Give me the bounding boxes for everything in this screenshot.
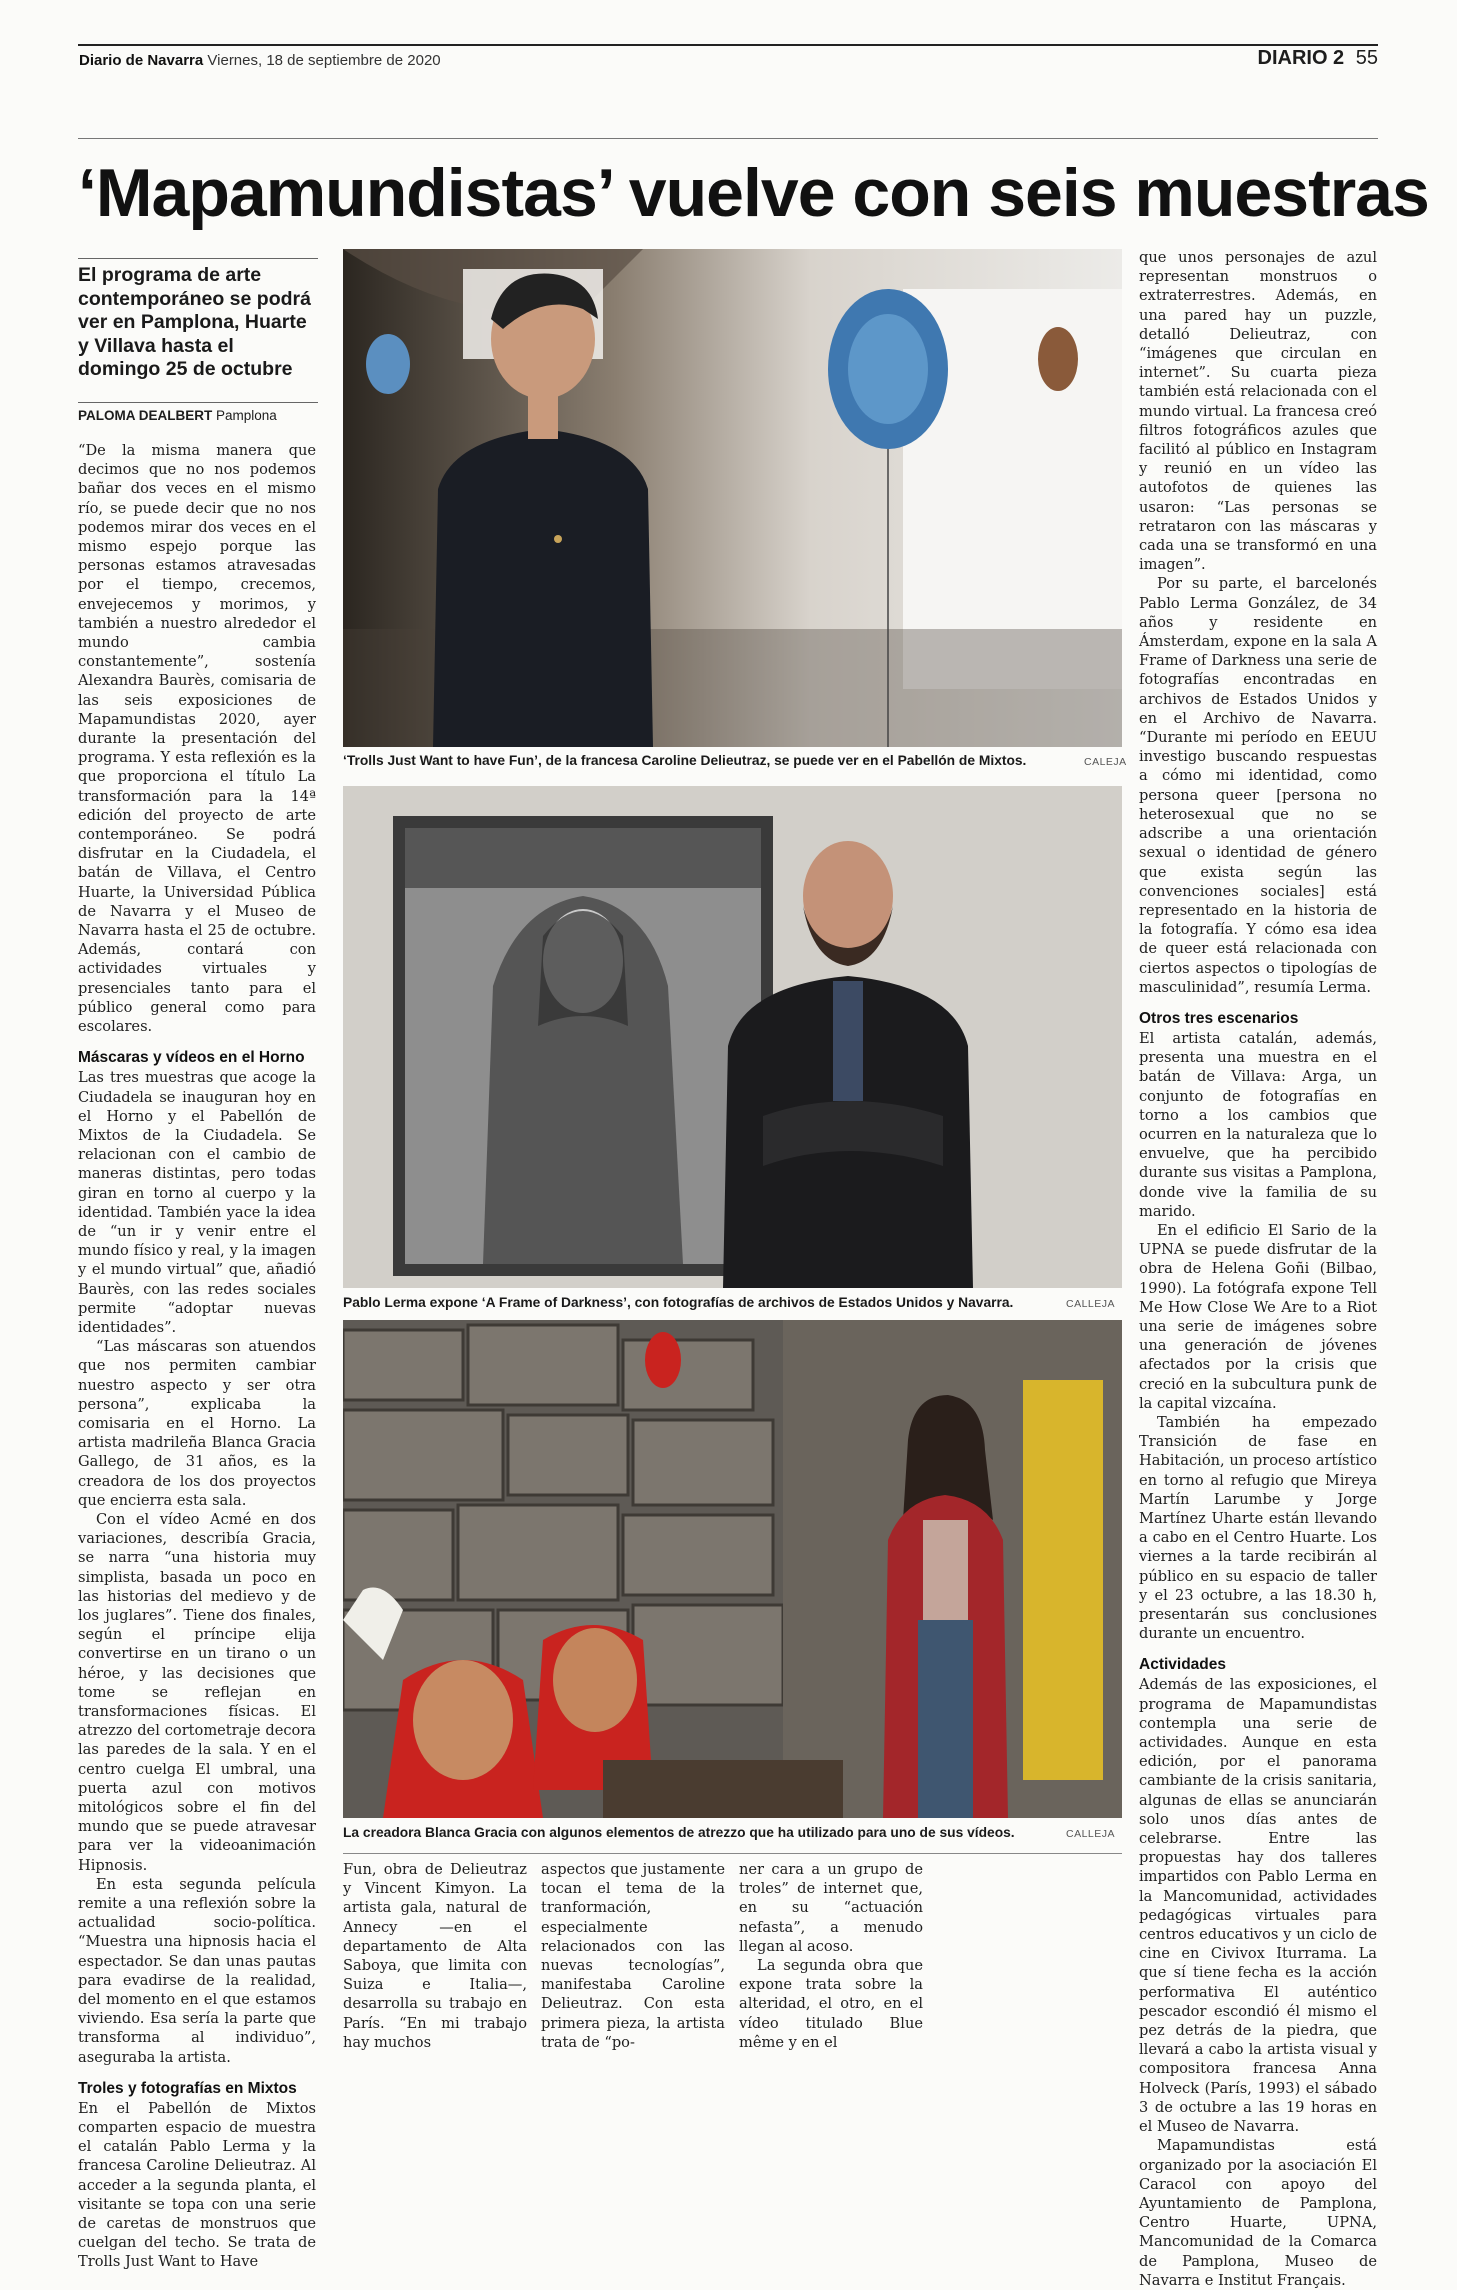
paragraph: Por su parte, el barcelonés Pablo Lerma González, de 34 años y residente en Ámsterdam, expone en la sala A Frame of Darkness una serie de fotografías encontradas en archivos de Estados Unidos y en el Archivo de Navarra. “Durante mi período en EEUU investigo buscando respuestas a cómo mi identidad, como persona queer [persona no heterosexual que no se adscribe a una orientación sexual o identidad de género que exista según las convenciones sociales] está representado en la historia de la fotografía. Y cómo esa idea de queer está relacionada con ciertos aspectos o tipologías de masculinidad”, resumía Lerma. [1139, 575, 1377, 996]
paragraph: ner cara a un grupo de troles” de internet que, en su “actuación nefasta”, a menudo llegan al acoso. [739, 1861, 923, 1955]
paragraph: Las tres muestras que acoge la Ciudadela se inauguran hoy en el Horno y el Pabellón de Mixtos de la Ciudadela. Se relacionan con el cambio de maneras distintas, pero todas giran en torno al cuerpo y la identidad. También yace la idea de “un ir y venir entre el mundo físico y real, y la imagen y el mundo virtual” que, añadió Baurès, con las redes sociales permite “adoptar nuevas identidades”. [78, 1069, 316, 1336]
location: Pamplona [216, 408, 277, 423]
subhead-actividades: Actividades [1139, 1656, 1227, 1674]
paragraph: La segunda obra que expone trata sobre la alteridad, el otro, en el vídeo titulado Blue même y en el [739, 1957, 923, 2051]
photo-pablo-lerma [343, 786, 1122, 1288]
byline-rule [78, 402, 318, 403]
paragraph: El artista catalán, además, presenta una muestra en el batán de Villava: Arga, un conjunto de fotografías en torno a los cambios que ocurren en la naturaleza que lo envuelve, que ha percibido durante sus visitas a Pamplona, donde vive la familia de su marido. [1139, 1029, 1377, 1220]
paragraph: En esta segunda película remite a una reflexión sobre la actualidad socio-política. “Muestra una hipnosis hacia el espectador. Se dan unas pautas para evadirse de la realidad, del momento en el que estamos viviendo. Esa sería la parte que transforma al individuo”, aseguraba la artista. [78, 1875, 316, 2066]
header-left [79, 52, 441, 69]
paragraph: Fun, obra de Delieutraz y Vincent Kimyon. La artista gala, natural de Annecy —en el departamento de Alta Saboya, que limita con Suiza e Italia—, desarrolla su trabajo en París. “En mi trabajo hay muchos [343, 1861, 527, 2051]
section-name: DIARIO 2 [1257, 47, 1345, 69]
paragraph: aspectos que justamente tocan el tema de la tranformación, especialmente relacionados con las nuevas tecnologías”, manifestaba Caroline Delieutraz. Con esta primera pieza, la artista trata de “po- [541, 1861, 725, 2051]
photo-blanca-gracia [343, 1320, 1122, 1818]
column-4 [1139, 248, 1377, 2290]
paragraph: que unos personajes de azul representan monstruos o extraterrestres. Además, en una pared hay un puzzle, detalló Delieutraz, con “imágenes que circulan en internet”. Su cuarta pieza también está relacionada con el mundo virtual. La francesa creó filtros fotográficos azules que facilitó al público en Instagram y reunió en un vídeo las autofotos de quienes las usaron: “Las personas se retrataron con las máscaras y cada una se transformó en una imagen”. [1139, 249, 1377, 574]
deck: El programa de arte contemporáneo se podrá ver en Pamplona, Huarte y Villava hasta el domingo 25 de octubre [78, 264, 311, 380]
bottom-column-3 [739, 1860, 923, 2052]
paragraph: “Las máscaras son atuendos que nos permiten cambiar nuestro aspecto y ser otra persona”, explicaba la comisaria en el Horno. La artista madrileña Blanca Gracia Gallego, de 31 años, es la creadora de los dos proyectos que encierra esta sala. [78, 1338, 316, 1509]
photo-1-caption: ‘Trolls Just Want to have Fun’, de la francesa Caroline Delieutraz, se puede ver en el Pabellón de Mixtos. [343, 753, 1027, 768]
header-right [1258, 47, 1379, 70]
photo-2-caption: Pablo Lerma expone ‘A Frame of Darkness’, con fotografías de archivos de Estados Unidos y Navarra. [343, 1295, 1014, 1310]
paragraph: Además de las exposiciones, el programa de Mapamundistas contempla una serie de actividades. Aunque en esta edición, por el panorama cambiante de la crisis sanitaria, algunas de ellas se anunciarán solo unos días antes de celebrarse. Entre las propuestas hay dos talleres impartidos con Pablo Lerma en la Mancomunidad, actividades pedagógicas virtuales para centros educativos y un ciclo de cine en Civivox Iturrama. La que sí tiene fecha es la acción performativa El auténtico pescador escondió él mismo el pez detrás de la piedra, que llevará a cabo la artista visual y compositora francesa Anna Holveck (París, 1993) el sábado 3 de octubre a las 19 horas en el Museo de Navarra. [1139, 1676, 1377, 2136]
photo-caroline-delieutraz [343, 249, 1122, 747]
column-1 [78, 441, 316, 2272]
photo-3-credit: CALLEJA [1066, 1828, 1116, 1840]
bottom-column-2 [541, 1860, 725, 2052]
paragraph: Con el vídeo Acmé en dos variaciones, describía Gracia, se narra “una historia muy simplista, basada un poco en las historias del medievo y de los juglares”. Tiene dos finales, según el príncipe elija convertirse en un tirano o un héroe, y las decisiones que tome se reflejan en transformaciones físicas. El atrezzo del cortometraje decora las paredes de la sala. Y en el centro cuelga El umbral, una puerta azul con motivos mitológicos sobre el fin del mundo que se puede atravesar para ver la videoanimación Hipnosis. [78, 1510, 316, 1874]
bottom-rule [343, 1853, 1122, 1854]
page-number: 55 [1355, 47, 1378, 69]
photo-2-credit: CALLEJA [1066, 1298, 1116, 1310]
photo-1-credit: CALEJA [1084, 756, 1127, 768]
byline [78, 408, 277, 423]
bottom-column-1 [343, 1860, 527, 2052]
paragraph: También ha empezado Transición de fase en Habitación, un proceso artístico en torno al refugio que Mireya Martín Larumbe y Jorge Martínez Uharte están llevando a cabo en el Centro Huarte. Los viernes a la tarde recibirán al público en su espacio de taller y el 23 octubre, a las 18.30 h, presentarán sus conclusiones durante un encuentro. [1139, 1413, 1377, 1643]
headline: ‘Mapamundistas’ vuelve con seis muestras [78, 155, 1429, 231]
author: PALOMA DEALBERT [78, 408, 213, 423]
photo-3-caption: La creadora Blanca Gracia con algunos elementos de atrezzo que ha utilizado para uno de sus vídeos. [343, 1825, 1015, 1840]
issue-date: Viernes, 18 de septiembre de 2020 [207, 52, 441, 69]
header-top-rule [78, 44, 1378, 46]
paragraph: Mapamundistas está organizado por la asociación El Caracol con apoyo del Ayuntamiento de Pamplona, Centro Huarte, UPNA, Mancomunidad de la Comarca de Pamplona, Museo de Navarra e Institut Français. [1139, 2137, 1377, 2289]
paragraph: En el edificio El Sario de la UPNA se puede disfrutar de la obra de Helena Goñi (Bilbao, 1990). La fotógrafa expone Tell Me How Close We Are to a Riot una serie de imágenes sobre una generación de jóvenes afectados por la crisis que creció en la subcultura punk de la capital vizcaína. [1139, 1221, 1377, 1412]
newspaper-name: Diario de Navarra [79, 52, 204, 69]
paragraph: En el Pabellón de Mixtos comparten espacio de muestra el catalán Pablo Lerma y la francesa Caroline Delieutraz. Al acceder a la segunda planta, el visitante se topa con una serie de caretas de monstruos que cuelgan del techo. Se trata de Trolls Just Want to Have [78, 2099, 316, 2271]
subhead-troles: Troles y fotografías en Mixtos [78, 2079, 297, 2097]
deck-rule [78, 258, 318, 259]
intro-paragraph: “De la misma manera que decimos que no nos podemos bañar dos veces en el mismo río, se puede decir que no nos podemos mirar dos veces en el mismo espejo porque las personas estamos atravesadas por el tiempo, crecemos, envejecemos y morimos, y también a nuestro alrededor el mundo cambia constantemente”, sostenía Alexandra Baurès, comisaria de las seis exposiciones de Mapamundistas 2020, ayer durante la presentación del programa. Y esta reflexión es la que proporciona el título La transformación para la 14ª edición del proyecto de arte contemporáneo. Se podrá disfrutar en la Ciudadela, el batán de Villava, el Centro Huarte, la Universidad Pública de Navarra y el Museo de Navarra hasta el 25 de octubre. Además, contará con actividades virtuales y presenciales tanto para el público general como para escolares. [78, 442, 316, 1036]
subhead-escenarios: Otros tres escenarios [1139, 1009, 1299, 1027]
subhead-mascaras: Máscaras y vídeos en el Horno [78, 1049, 305, 1067]
header-bottom-rule [78, 138, 1378, 139]
